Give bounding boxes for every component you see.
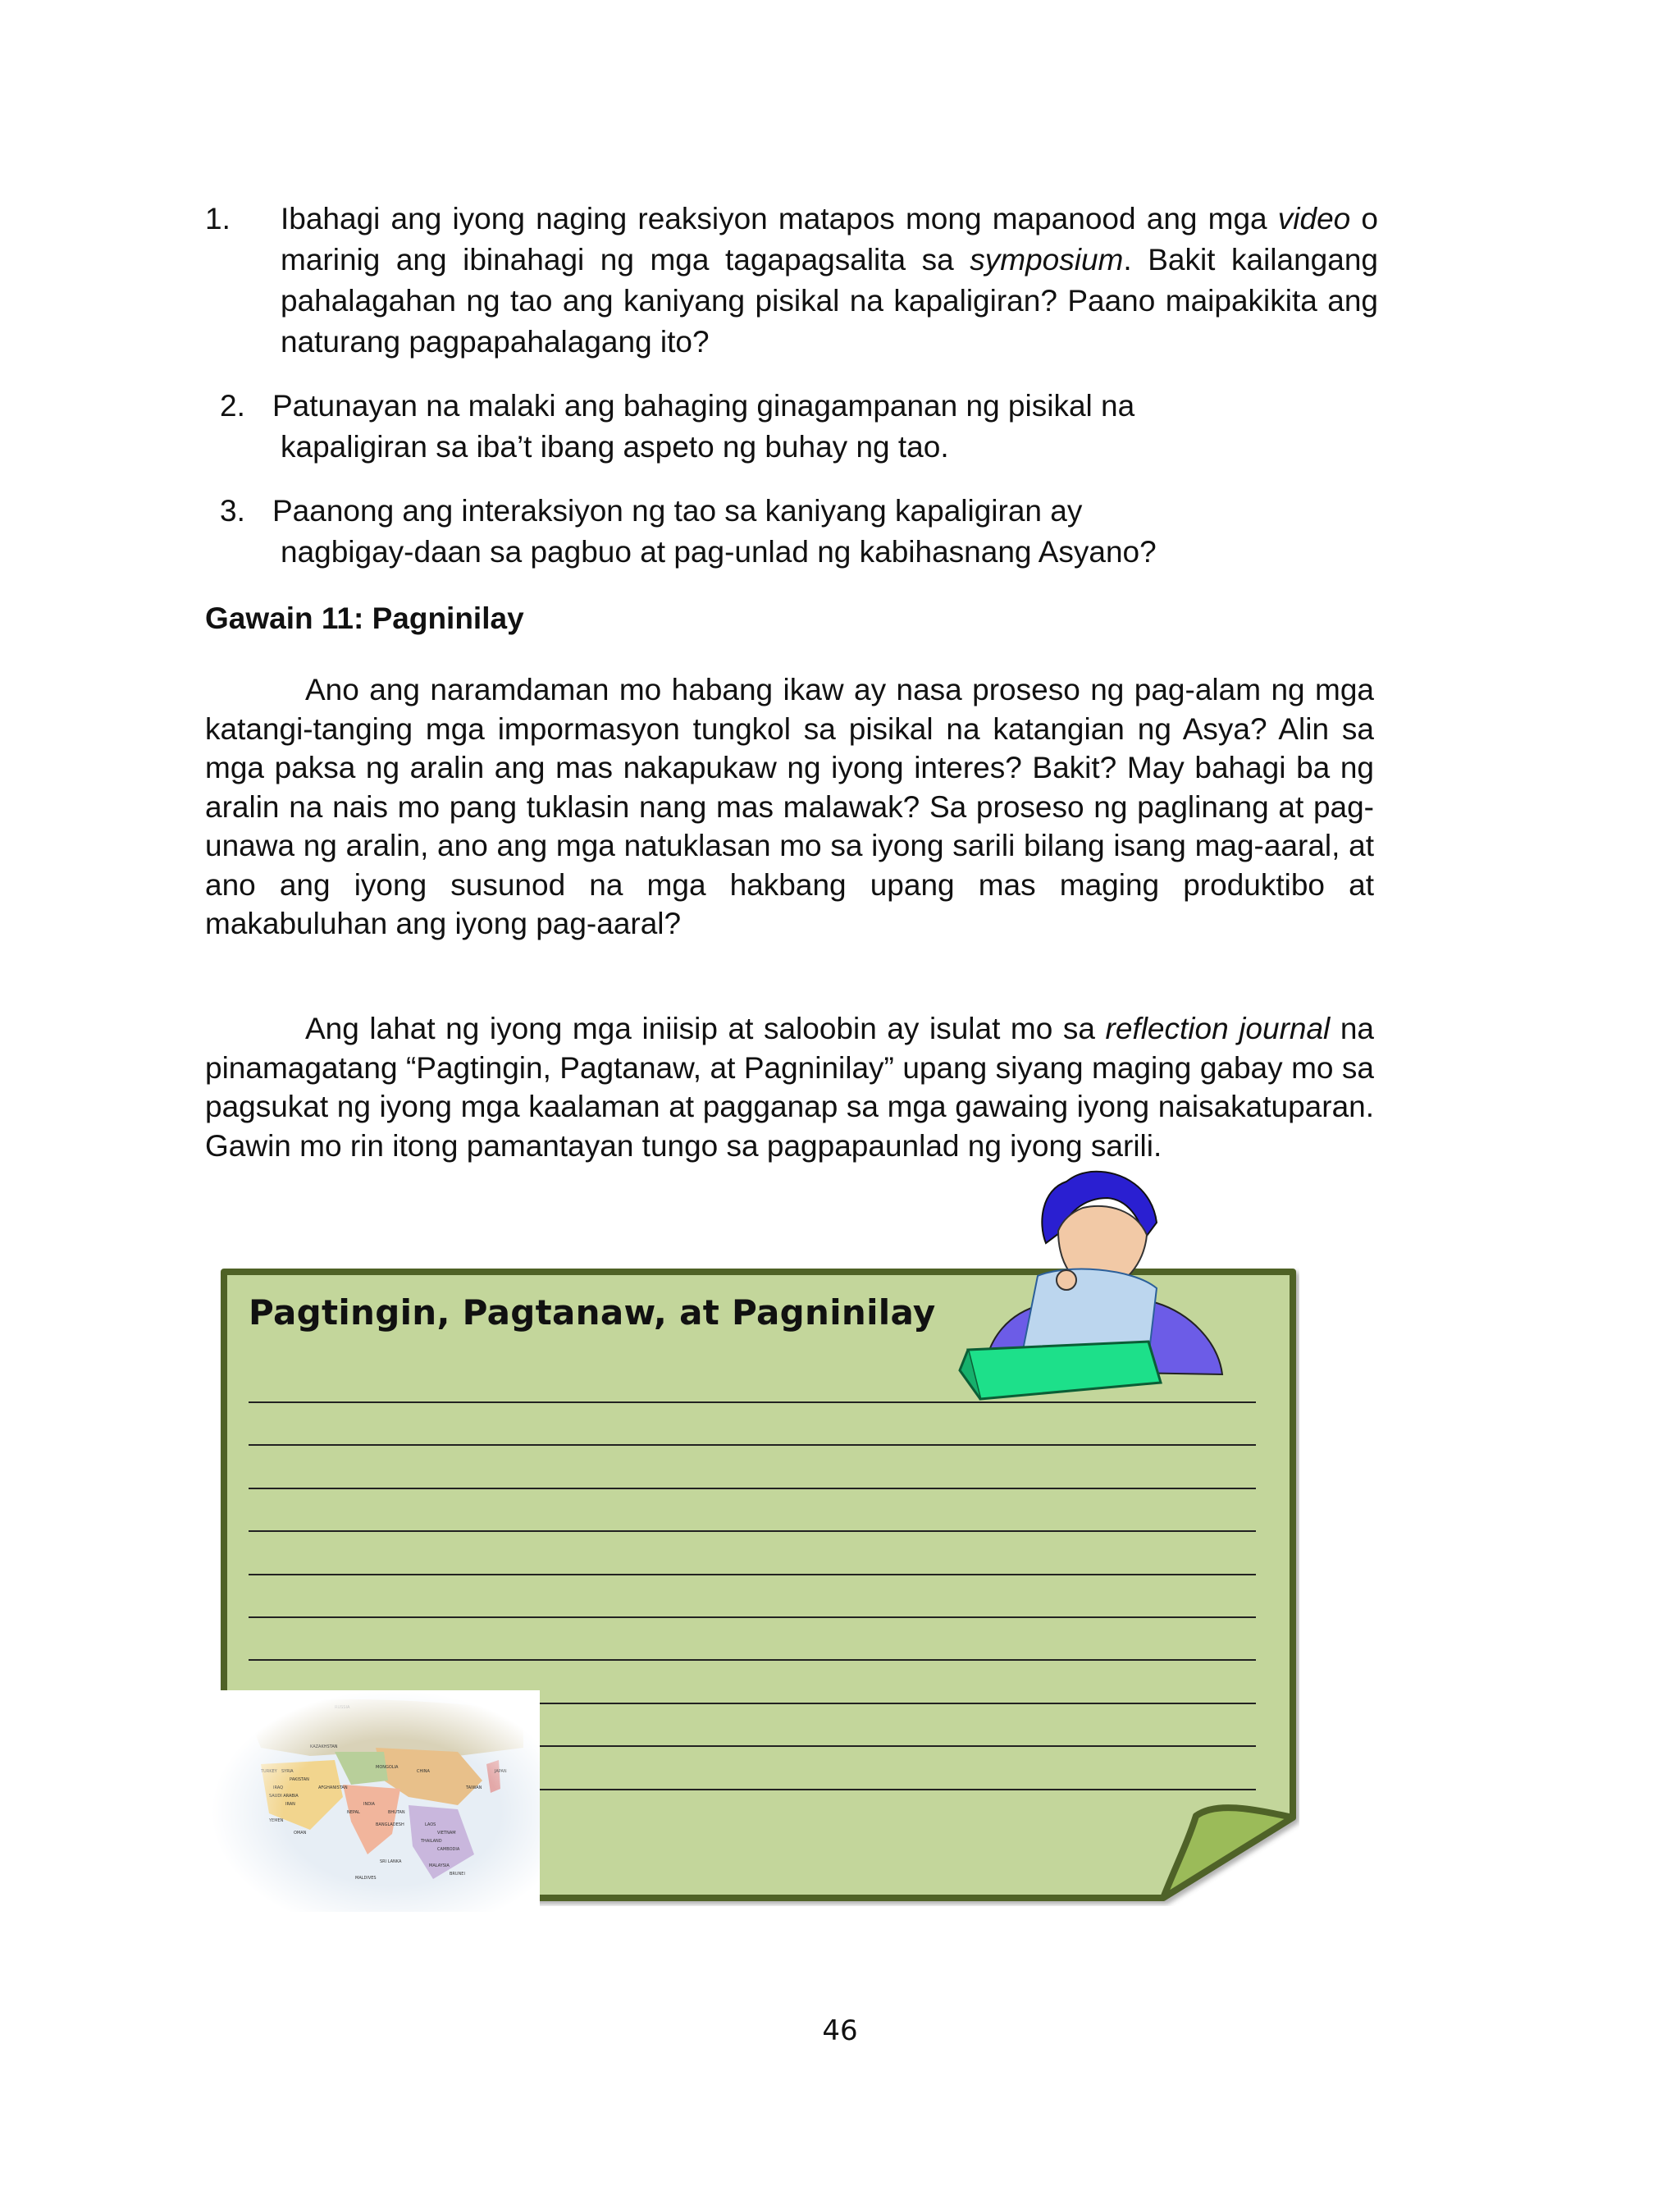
question-3 [205, 491, 1378, 573]
question-text-run: Ibahagi ang iyong naging reaksiyon matapos mong mapanood ang mga [281, 202, 1278, 235]
writing-line[interactable] [249, 1574, 1256, 1575]
question-text [272, 491, 1378, 573]
writing-line[interactable] [249, 1659, 1256, 1661]
question-text-run: o marinig ang ibinahagi ng mga tagapagsalita sa [281, 202, 1378, 277]
asia-map-image [212, 1690, 540, 1912]
question-1 [205, 199, 1378, 363]
question-list [205, 199, 1378, 596]
question-line: kapaligiran sa iba’t ibang aspeto ng buhay ng tao. [281, 430, 949, 464]
question-italic-text: video [1277, 202, 1351, 235]
reflection-paragraph-2 [205, 1009, 1374, 1165]
writing-line[interactable] [249, 1444, 1256, 1446]
activity-heading: Gawain 11: Pagninilay [205, 601, 524, 635]
paragraph-text: Ano ang naramdaman mo habang ikaw ay nasa proseso ng pag-alam ng mga katangi-tanging mga impormasyon tungkol sa pisikal na katangian ng Asya? Alin sa mga paksa ng aralin ang mas nakapukaw ng iyong interes? Bakit? May bahagi ba ng aralin na nais mo pang tuklasin nang mas malawak? Sa proseso ng paglinang at pag-unawa ng aralin, ano ang mga natuklasan mo sa iyong sarili bilang isang mag-aaral, at ano ang iyong susunod na mga hakbang upang mas maging produktibo at makabuluhan ang iyong pag-aaral? [205, 673, 1374, 940]
paragraph-text: na pinamagatang “Pagtingin, Pagtanaw, at Pagninilay” upang siyang maging gabay mo sa pagsukat ng iyong mga kaalaman at pagganap sa mga gawaing iyong naisakatuparan. Gawin mo rin itong pamantayan tungo sa pagpapaunlad ng iyong sarili. [205, 1012, 1374, 1163]
page-number: 46 [822, 2014, 858, 2047]
question-line: Patunayan na malaki ang bahaging ginagampanan ng pisikal na [272, 389, 1135, 423]
question-text [281, 199, 1378, 363]
reflection-paragraph-1 [205, 670, 1374, 944]
question-number: 2. [220, 389, 245, 423]
writing-line[interactable] [249, 1616, 1256, 1618]
journal-title: Pagtingin, Pagtanaw, at Pagninilay [249, 1292, 936, 1333]
map-fade [212, 1690, 540, 1912]
writing-line[interactable] [249, 1530, 1256, 1532]
paragraph-text: Ang lahat ng iyong mga iniisip at saloobin ay isulat mo sa [305, 1012, 1106, 1045]
question-number: 3. [220, 494, 245, 528]
paragraph-italic-text: reflection journal [1105, 1012, 1331, 1045]
question-text [272, 386, 1378, 468]
question-number: 1. [205, 202, 231, 235]
boy-hand [1057, 1270, 1076, 1290]
question-2 [205, 386, 1378, 468]
book-cover [968, 1342, 1161, 1399]
writing-line[interactable] [249, 1488, 1256, 1489]
question-italic-text: symposium [970, 243, 1124, 277]
boy-reading-book-image [943, 1165, 1247, 1411]
question-text-run: . Bakit kailangang pahalagahan ng tao ang kaniyang pisikal na kapaligiran? Paano maipakikita ang naturang pagpapahalagang ito? [281, 243, 1378, 359]
question-line: nagbigay-daan sa pagbuo at pag-unlad ng kabihasnang Asyano? [281, 535, 1157, 569]
question-line: Paanong ang interaksiyon ng tao sa kaniyang kapaligiran ay [272, 494, 1083, 528]
